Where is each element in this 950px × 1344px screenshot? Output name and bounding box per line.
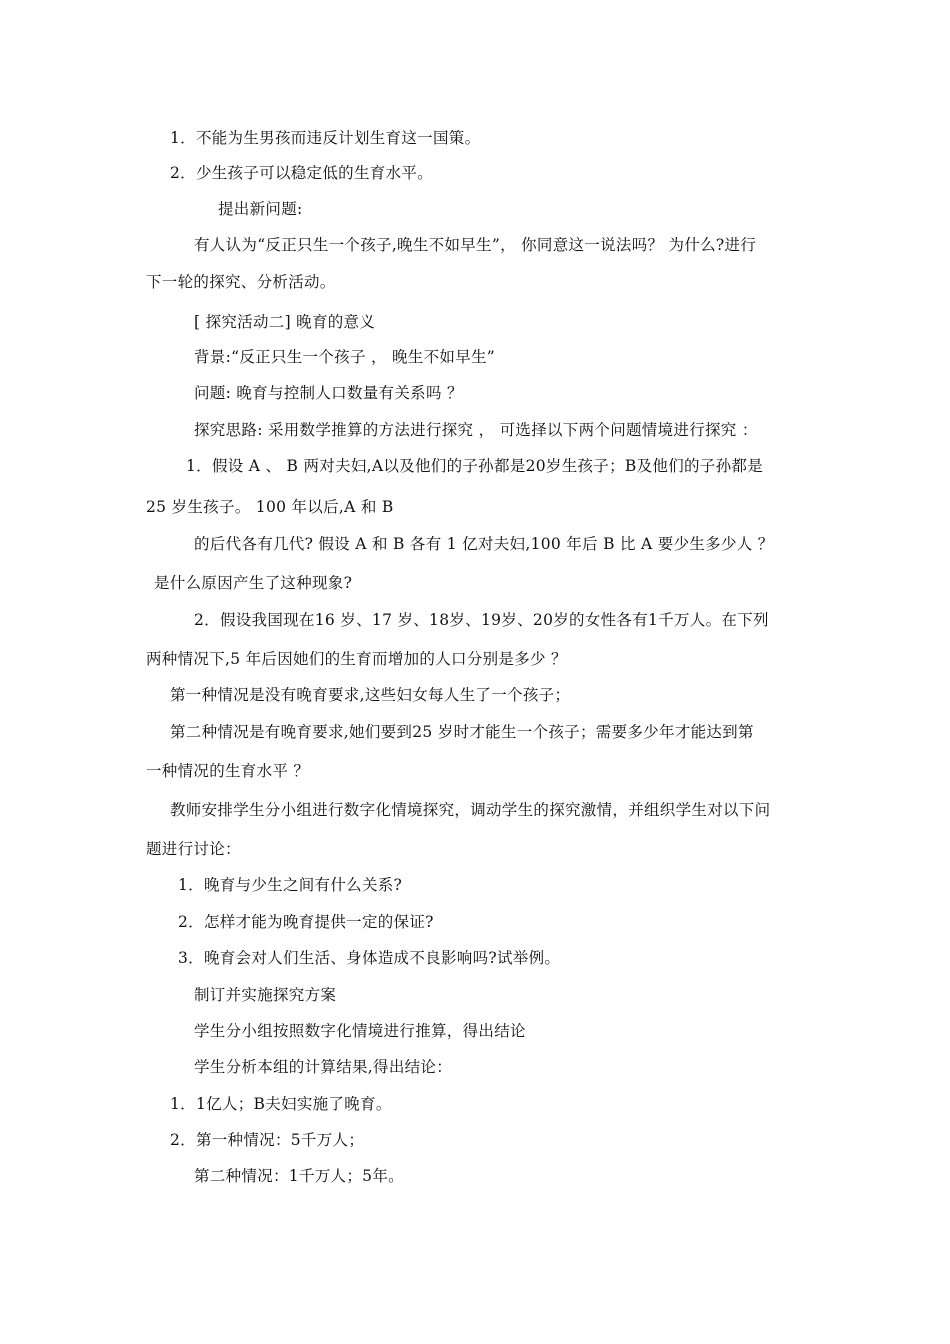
text-line-28: 2．第一种情况：5千万人； — [170, 1131, 365, 1149]
text-line-2: 2．少生孩子可以稳定低的生育水平。 — [170, 164, 433, 182]
text-line-16: 第一种情况是没有晚育要求,这些妇女每人生了一个孩子； — [170, 686, 571, 704]
text-line-27: 1．1亿人；B夫妇实施了晚育。 — [170, 1095, 392, 1113]
text-line-3: 提出新问题: — [218, 200, 303, 218]
text-line-9: 探究思路: 采用数学推算的方法进行探究 ， 可选择以下两个问题情境进行探究 ： — [194, 421, 758, 439]
text-line-4: 有人认为“反正只生一个孩子,晚生不如早生”， 你同意这一说法吗？ 为什么?进行 — [194, 236, 757, 254]
text-line-19: 教师安排学生分小组进行数字化情境探究，调动学生的探究激情，并组织学生对以下问 — [170, 801, 771, 819]
text-line-25: 学生分小组按照数字化情境进行推算，得出结论 — [194, 1022, 526, 1040]
text-line-26: 学生分析本组的计算结果,得出结论： — [194, 1058, 453, 1076]
text-line-7: 背景:“反正只生一个孩子 ， 晚生不如早生” — [194, 348, 496, 366]
text-line-13: 是什么原因产生了这种现象? — [154, 574, 353, 592]
text-line-17: 第二种情况是有晚育要求,她们要到25 岁时才能生一个孩子；需要多少年才能达到第 — [170, 723, 754, 741]
text-line-8: 问题: 晚育与控制人口数量有关系吗 ？ — [194, 384, 463, 402]
text-line-23: 3．晚育会对人们生活、身体造成不良影响吗?试举例。 — [178, 949, 561, 967]
text-line-5: 下一轮的探究、分析活动。 — [146, 273, 336, 291]
text-line-12: 的后代各有几代? 假设 A 和 B 各有 1 亿对夫妇,100 年后 B 比 A 要少生多少人 ？ — [194, 535, 774, 553]
text-line-20: 题进行讨论： — [146, 840, 241, 858]
text-line-1: 1．不能为生男孩而违反计划生育这一国策。 — [170, 129, 481, 147]
text-line-6: [ 探究活动二] 晚育的意义 — [194, 313, 376, 331]
text-line-14: 2．假设我国现在16 岁、17 岁、18岁、19岁、20岁的女性各有1千万人。在下列 — [194, 611, 769, 629]
text-line-18: 一种情况的生育水平 ？ — [146, 762, 310, 780]
text-line-11: 25 岁生孩子。 100 年以后,A 和 B — [146, 498, 394, 516]
text-line-15: 两种情况下,5 年后因她们的生育而增加的人口分别是多少 ？ — [146, 650, 567, 668]
text-line-29: 第二种情况：1千万人；5年。 — [194, 1167, 404, 1185]
text-line-10: 1．假设 A 、 B 两对夫妇,A以及他们的子孙都是20岁生孩子；B及他们的子孙都是 — [186, 457, 763, 475]
text-line-24: 制订并实施探究方案 — [194, 986, 337, 1004]
text-line-21: 1．晚育与少生之间有什么关系? — [178, 876, 403, 894]
text-line-22: 2．怎样才能为晚育提供一定的保证? — [178, 913, 434, 931]
